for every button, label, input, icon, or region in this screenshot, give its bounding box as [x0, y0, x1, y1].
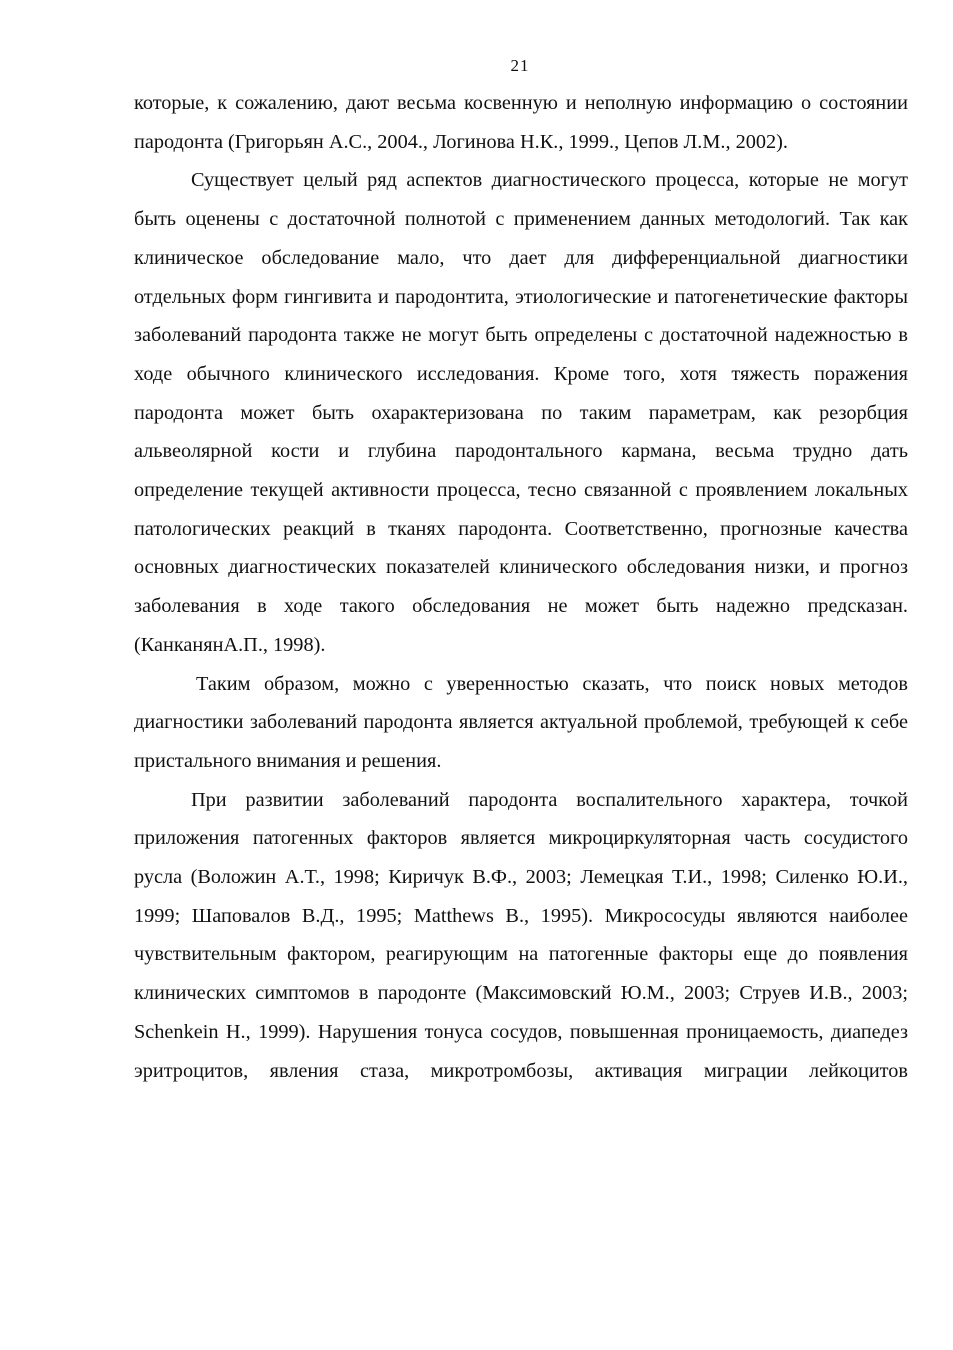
page-number: 21 [510, 56, 530, 75]
paragraph-microcirculation: При развитии заболеваний пародонта воспалительного характера, точкой приложения патогенных факторов является микроциркуляторная часть сосудистого русла (Воложин А.Т., 1998; Киричук В.Ф., 2003; Лемецкая Т.И., 1998; Силенко Ю.И., 1999; Шаповалов В.Д., 1995; Matthews B., 1995). Микрососуды являются наиболее чувствительным фактором, реагирующим на патогенные факторы еще до появления клинических симптомов в пародонте (Максимовский Ю.М., 2003; Струев И.В., 2003; Schenkein H., 1999). Нарушения тонуса сосудов, повышенная проницаемость, диапедез эритроцитов, явления стаза, микротромбозы, активация миграции лейкоцитов [134, 788, 908, 1082]
page-body [134, 84, 908, 1090]
paragraph-continuation: которые, к сожалению, дают весьма косвенную и неполную информацию о состоянии пародонта (Григорьян А.С., 2004., Логинова Н.К., 1999., Цепов Л.М., 2002). [134, 92, 908, 153]
paragraph-diagnostic-aspects: Существует целый ряд аспектов диагностического процесса, которые не могут быть оценены с достаточной полнотой с применением данных методологий. Так как клиническое обследование мало, что дает для дифференциальной диагностики отдельных форм гингивита и пародонтита, этиологические и патогенетические факторы заболеваний пародонта также не могут быть определены с достаточной надежностью в ходе обычного клинического исследования. Кроме того, хотя тяжесть поражения пародонта может быть охарактеризована по таким параметрам, как резорбция альвеолярной кости и глубина пародонтального кармана, весьма трудно дать определение текущей активности процесса, тесно связанной с проявлением локальных патологических реакций в тканях пародонта. Соответственно, прогнозные качества основных диагностических показателей клинического обследования низки, и прогноз заболевания в ходе такого обследования не может быть надежно предсказан. (КанканянА.П., 1998). [134, 169, 908, 656]
paragraph-conclusion: Таким образом, можно с уверенностью сказать, что поиск новых методов диагностики заболеваний пародонта является актуальной проблемой, требующей к себе пристального внимания и решения. [134, 672, 908, 772]
